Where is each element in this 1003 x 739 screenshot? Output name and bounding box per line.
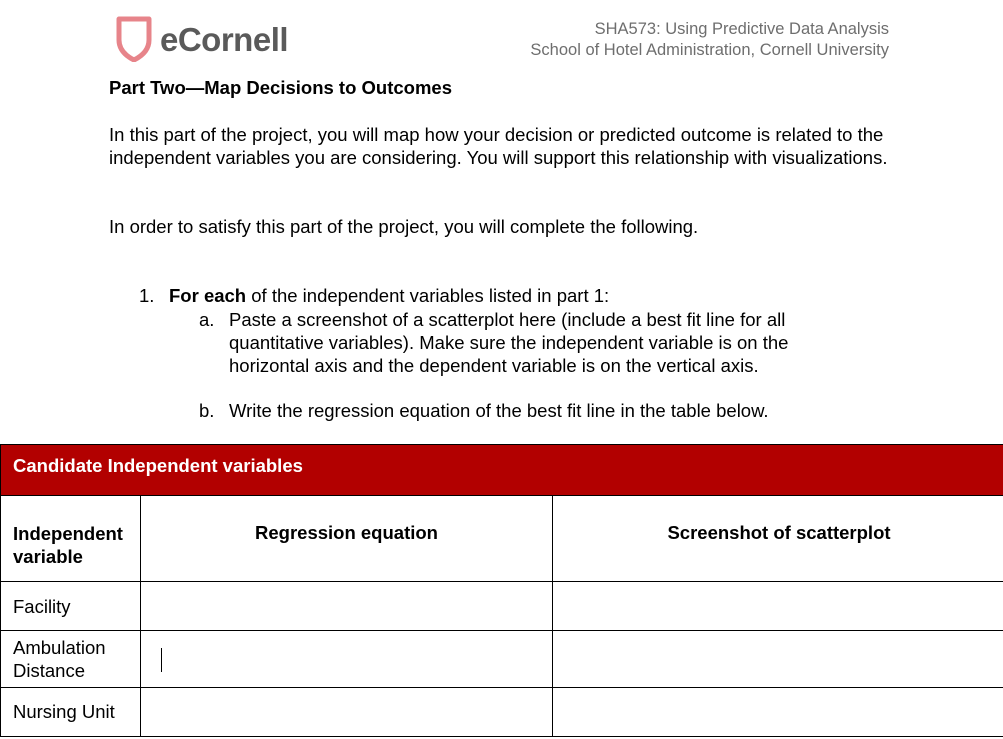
text-cursor (161, 648, 162, 672)
logo-text: eCornell (160, 20, 289, 58)
course-title: SHA573: Using Predictive Data Analysis (594, 20, 889, 38)
sub-item-a-text: Paste a screenshot of a scatterplot here (include a best fit line for all quantitative variables). Make sure the independent variable is on the horizontal axis and the dependent variable is on the vertical axis. (229, 309, 789, 376)
table-banner: Candidate Independent variables (1, 445, 1003, 496)
equation-cell[interactable] (141, 688, 553, 737)
screenshot-cell[interactable] (553, 631, 1003, 688)
table-row (1, 688, 1003, 737)
equation-cell[interactable] (141, 631, 553, 688)
sub-item-b-text: Write the regression equation of the best fit line in the table below. (229, 400, 769, 421)
list-item-number: 1. (139, 285, 155, 306)
sub-item-b-marker: b. (199, 400, 215, 421)
variable-cell: Nursing Unit (1, 688, 141, 737)
part-title: Part Two—Map Decisions to Outcomes (109, 77, 452, 98)
column-header-equation: Regression equation (141, 496, 553, 582)
list-item-text (169, 284, 609, 307)
table-row (1, 631, 1003, 688)
variables-table (0, 444, 1003, 739)
list-item-rest: of the independent variables listed in part 1: (246, 285, 610, 306)
course-info (530, 19, 889, 61)
school-name: School of Hotel Administration, Cornell University (530, 41, 889, 59)
variable-cell: Ambulation Distance (1, 631, 141, 688)
sub-item-a-marker: a. (199, 309, 215, 330)
screenshot-cell[interactable] (553, 582, 1003, 631)
screenshot-cell[interactable] (553, 688, 1003, 737)
shield-icon (116, 16, 152, 62)
column-header-screenshot: Screenshot of scatterplot (553, 496, 1003, 582)
list-item-bold: For each (169, 285, 247, 306)
ecornell-logo (116, 15, 288, 63)
table-row (1, 582, 1003, 631)
equation-cell[interactable] (141, 582, 553, 631)
instruction-paragraph: In order to satisfy this part of the project, you will complete the following. (109, 216, 699, 237)
intro-paragraph: In this part of the project, you will map how your decision or predicted outcome is related to the independent variables you are considering. You will support this relationship with visualizations. (109, 124, 888, 168)
column-header-variable: Independent variable (1, 496, 141, 582)
variable-cell: Facility (1, 582, 141, 631)
